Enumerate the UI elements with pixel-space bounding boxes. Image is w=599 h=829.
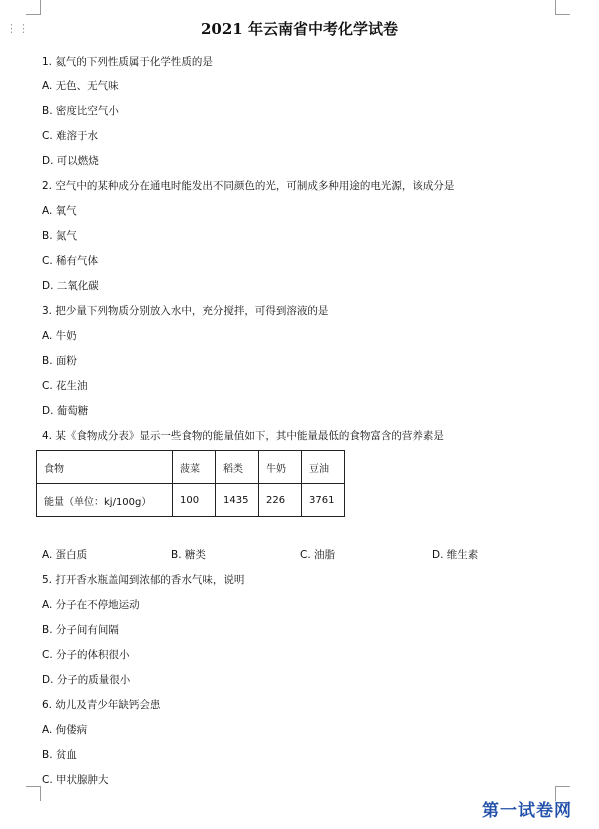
question-5-option-c: C. 分子的体积很小 [42, 649, 130, 661]
question-3-option-c: C. 花生油 [42, 380, 88, 392]
question-4-option-a: A. 蛋白质 [42, 549, 88, 561]
page-corner-mark [555, 0, 570, 15]
question-4-stem: 4. 某《食物成分表》显示一些食物的能量值如下，其中能量最低的食物富含的营养素是 [42, 430, 444, 442]
question-6-stem: 6. 幼儿及青少年缺钙会患 [42, 699, 161, 711]
table-cell: 食物 [37, 451, 173, 484]
food-energy-table [36, 450, 345, 517]
drag-handle-icon[interactable]: ⋮⋮ [6, 22, 30, 35]
question-2-option-c: C. 稀有气体 [42, 255, 99, 267]
question-4-option-c: C. 油脂 [300, 549, 336, 561]
table-cell: 226 [259, 484, 302, 517]
question-3-option-d: D. 葡萄糖 [42, 405, 89, 417]
question-4-option-b: B. 糖类 [171, 549, 206, 561]
question-3-option-a: A. 牛奶 [42, 330, 77, 342]
table-cell: 牛奶 [259, 451, 302, 484]
question-1-option-d: D. 可以燃烧 [42, 155, 99, 167]
question-6-option-a: A. 佝偻病 [42, 724, 88, 736]
question-5-option-a: A. 分子在不停地运动 [42, 599, 140, 611]
table-row [37, 484, 345, 517]
table-cell: 100 [173, 484, 216, 517]
site-watermark: 第一试卷网 [482, 801, 572, 821]
question-4-option-d: D. 维生素 [432, 549, 479, 561]
question-1-option-c: C. 难溶于水 [42, 130, 99, 142]
question-1-stem: 1. 氦气的下列性质属于化学性质的是 [42, 56, 213, 68]
table-cell: 3761 [302, 484, 345, 517]
question-2-option-b: B. 氮气 [42, 230, 77, 242]
table-cell: 1435 [216, 484, 259, 517]
table-cell: 能量（单位：kj/100g） [37, 484, 173, 517]
question-6-option-c: C. 甲状腺肿大 [42, 774, 109, 786]
question-5-option-d: D. 分子的质量很小 [42, 674, 131, 686]
table-cell: 菠菜 [173, 451, 216, 484]
question-3-option-b: B. 面粉 [42, 355, 77, 367]
table-cell: 稻类 [216, 451, 259, 484]
question-2-option-a: A. 氧气 [42, 205, 77, 217]
question-1-option-a: A. 无色、无气味 [42, 80, 119, 92]
page-corner-mark [26, 0, 41, 15]
question-6-option-b: B. 贫血 [42, 749, 77, 761]
question-2-stem: 2. 空气中的某种成分在通电时能发出不同颜色的光，可制成多种用途的电光源，该成分是 [42, 180, 455, 192]
question-3-stem: 3. 把少量下列物质分别放入水中，充分搅拌，可得到溶液的是 [42, 305, 329, 317]
question-5-option-b: B. 分子间有间隔 [42, 624, 119, 636]
question-1-option-b: B. 密度比空气小 [42, 105, 119, 117]
question-5-stem: 5. 打开香水瓶盖闻到浓郁的香水气味，说明 [42, 574, 245, 586]
table-cell: 豆油 [302, 451, 345, 484]
document-title: 2021 年云南省中考化学试卷 [201, 20, 398, 38]
table-header-row [37, 451, 345, 484]
question-2-option-d: D. 二氧化碳 [42, 280, 99, 292]
page-corner-mark [26, 786, 41, 801]
